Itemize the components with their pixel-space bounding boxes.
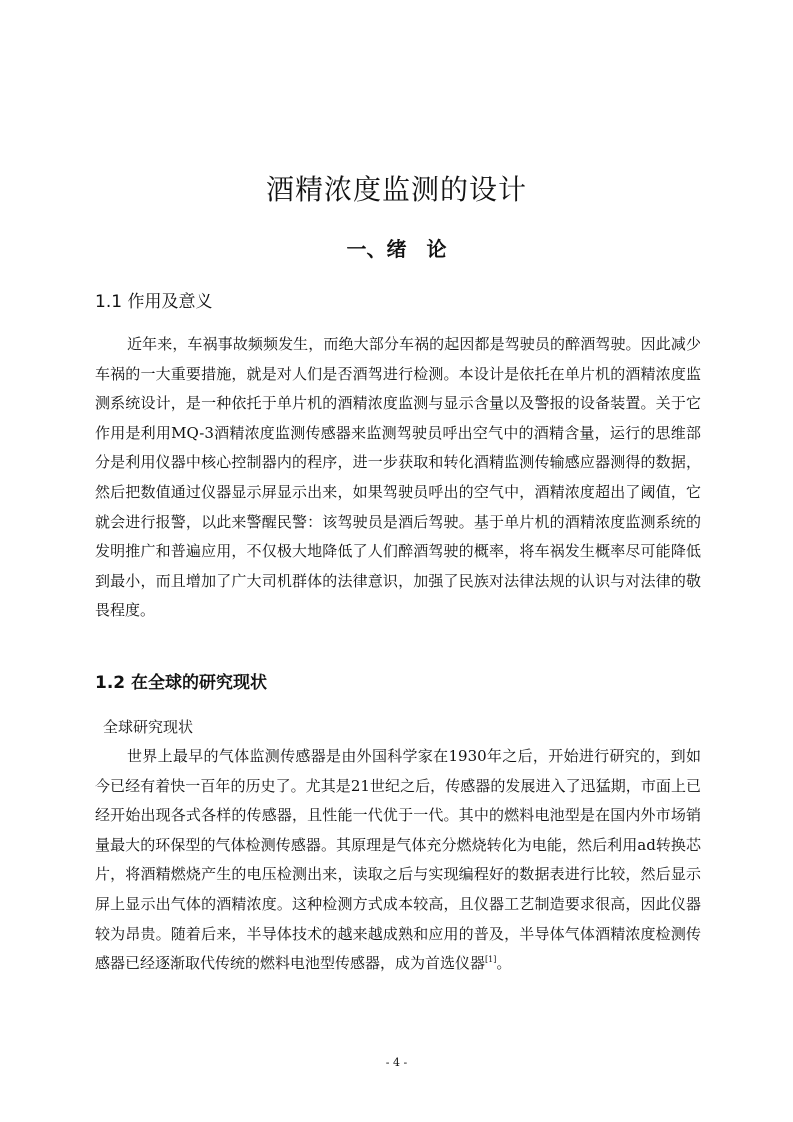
section-1-1-paragraph: 近年来，车祸事故频频发生，而绝大部分车祸的起因都是驾驶员的醉酒驾驶。因此减少车祸的一大重要措施，就是对人们是否酒驾进行检测。本设计是依托在单片机的酒精浓度监测系统设计，是一种依托于单片机的酒精浓度监测与显示含量以及警报的设备装置。关于它作用是利用MQ-3酒精浓度监测传感器来监测驾驶员呼出空气中的酒精含量，运行的思维部分是利用仪器中核心控制器内的程序，进一步获取和转化酒精监测传输感应器测得的数据，然后把数值通过仪器显示屏显示出来，如果驾驶员呼出的空气中，酒精浓度超出了阈值，它就会进行报警，以此来警醒民警：该驾驶员是酒后驾驶。基于单片机的酒精浓度监测系统的发明推广和普遍应用，不仅极大地降低了人们醉酒驾驶的概率，将车祸发生概率尽可能降低到最小，而且增加了广大司机群体的法律意识，加强了民族对法律法规的认识与对法律的敬畏程度。 [95,335,701,620]
page-number: - 4 - [385,1056,408,1069]
footnote-reference[interactable]: [1] [485,955,497,965]
subsection-heading: 全球研究现状 [103,718,194,736]
section-heading-1-1: 1.1 作用及意义 [95,292,213,312]
section-1-2-paragraph [95,742,701,979]
section-1-2-text-end: 。 [496,954,512,973]
section-heading-1-2: 1.2 在全球的研究现状 [95,673,268,693]
chapter-heading: 一、绪 论 [346,237,447,261]
section-1-2-text: 世界上最早的气体监测传感器是由外国科学家在1930年之后，开始进行研究的，到如今已经有着快一百年的历史了。尤其是21世纪之后，传感器的发展进入了迅猛期，市面上已经开始出现各式各样的传感器，且性能一代优于一代。其中的燃料电池型是在国内外市场销量最大的环保型的气体检测传感器。其原理是气体充分燃烧转化为电能，然后利用ad转换芯片，将酒精燃烧产生的电压检测出来，读取之后与实现编程好的数据表进行比较，然后显示屏上显示出气体的酒精浓度。这种检测方式成本较高，且仪器工艺制造要求很高，因此仪器较为昂贵。随着后来，半导体技术的越来越成熟和应用的普及，半导体气体酒精浓度检测传感器已经逐渐取代传统的燃料电池型传感器，成为首选仪器 [95,747,701,973]
document-title: 酒精浓度监测的设计 [265,173,527,206]
